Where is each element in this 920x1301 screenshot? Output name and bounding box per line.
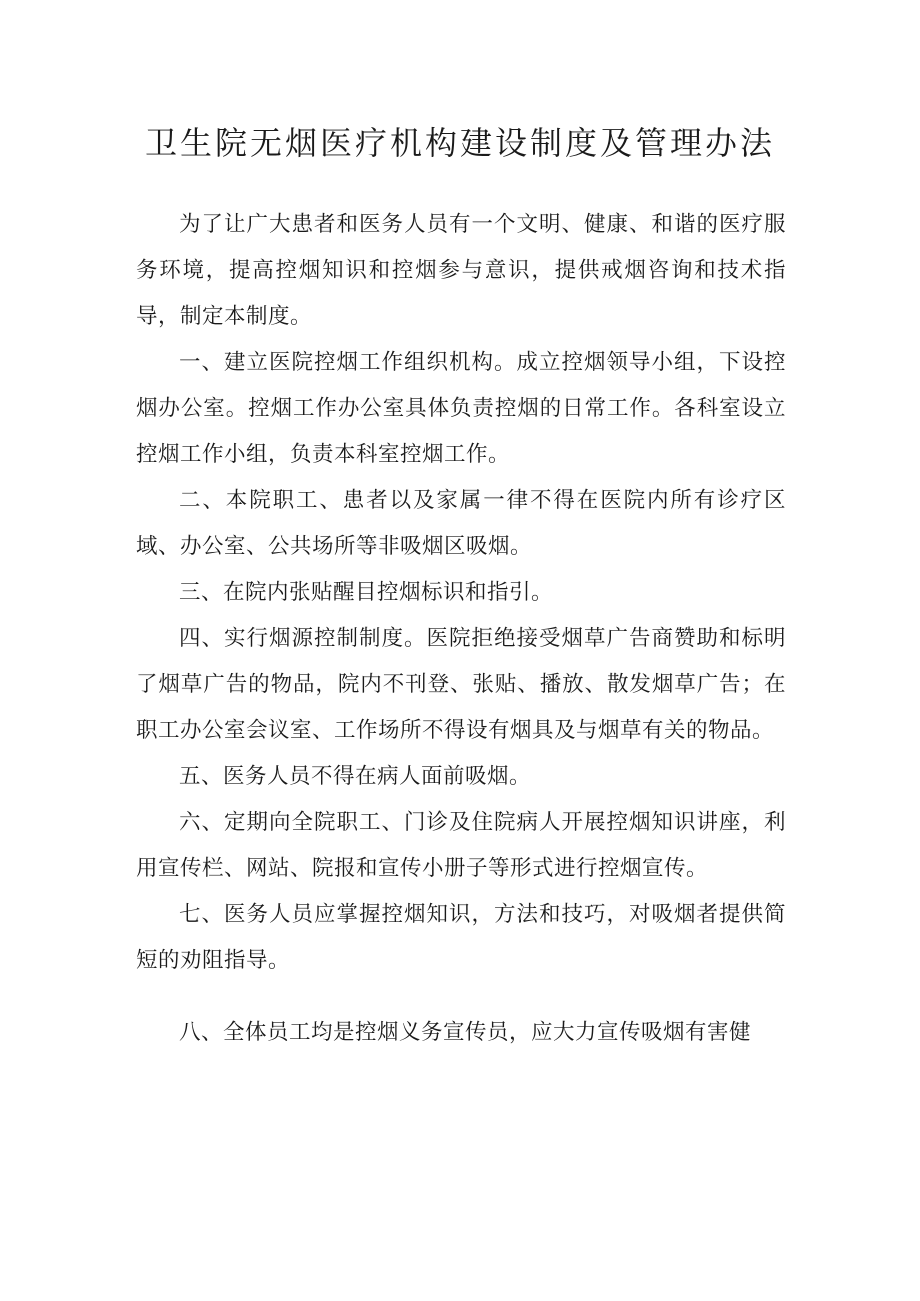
paragraph-item-7: 七、医务人员应掌握控烟知识，方法和技巧，对吸烟者提供简短的劝阻指导。 — [136, 902, 786, 973]
paragraph-item-4: 四、实行烟源控制制度。医院拒绝接受烟草广告商赞助和标明了烟草广告的物品，院内不刊登、张贴、播放、散发烟草广告；在职工办公室会议室、工作场所不得设有烟具及与烟草有关的物品。 — [136, 626, 786, 743]
paragraph-item-1: 一、建立医院控烟工作组织机构。成立控烟领导小组，下设控烟办公室。控烟工作办公室具体负责控烟的日常工作。各科室设立控烟工作小组，负责本科室控烟工作。 — [136, 350, 786, 467]
document-body — [136, 202, 786, 1056]
paragraph-item-6: 六、定期向全院职工、门诊及住院病人开展控烟知识讲座，利用宣传栏、网站、院报和宣传小册子等形式进行控烟宣传。 — [136, 810, 786, 881]
document-title: 卫生院无烟医疗机构建设制度及管理办法 — [144, 124, 775, 162]
paragraph-item-5: 五、医务人员不得在病人面前吸烟。 — [179, 764, 532, 789]
paragraph-intro: 为了让广大患者和医务人员有一个文明、健康、和谐的医疗服务环境，提高控烟知识和控烟参与意识，提供戒烟咨询和技术指导，制定本制度。 — [136, 212, 786, 329]
paragraph-item-8: 八、全体员工均是控烟义务宣传员，应大力宣传吸烟有害健 — [179, 1020, 752, 1045]
paragraph-item-2: 二、本院职工、患者以及家属一律不得在医院内所有诊疗区域、办公室、公共场所等非吸烟区吸烟。 — [136, 488, 786, 559]
paragraph-item-3: 三、在院内张贴醒目控烟标识和指引。 — [179, 580, 554, 605]
